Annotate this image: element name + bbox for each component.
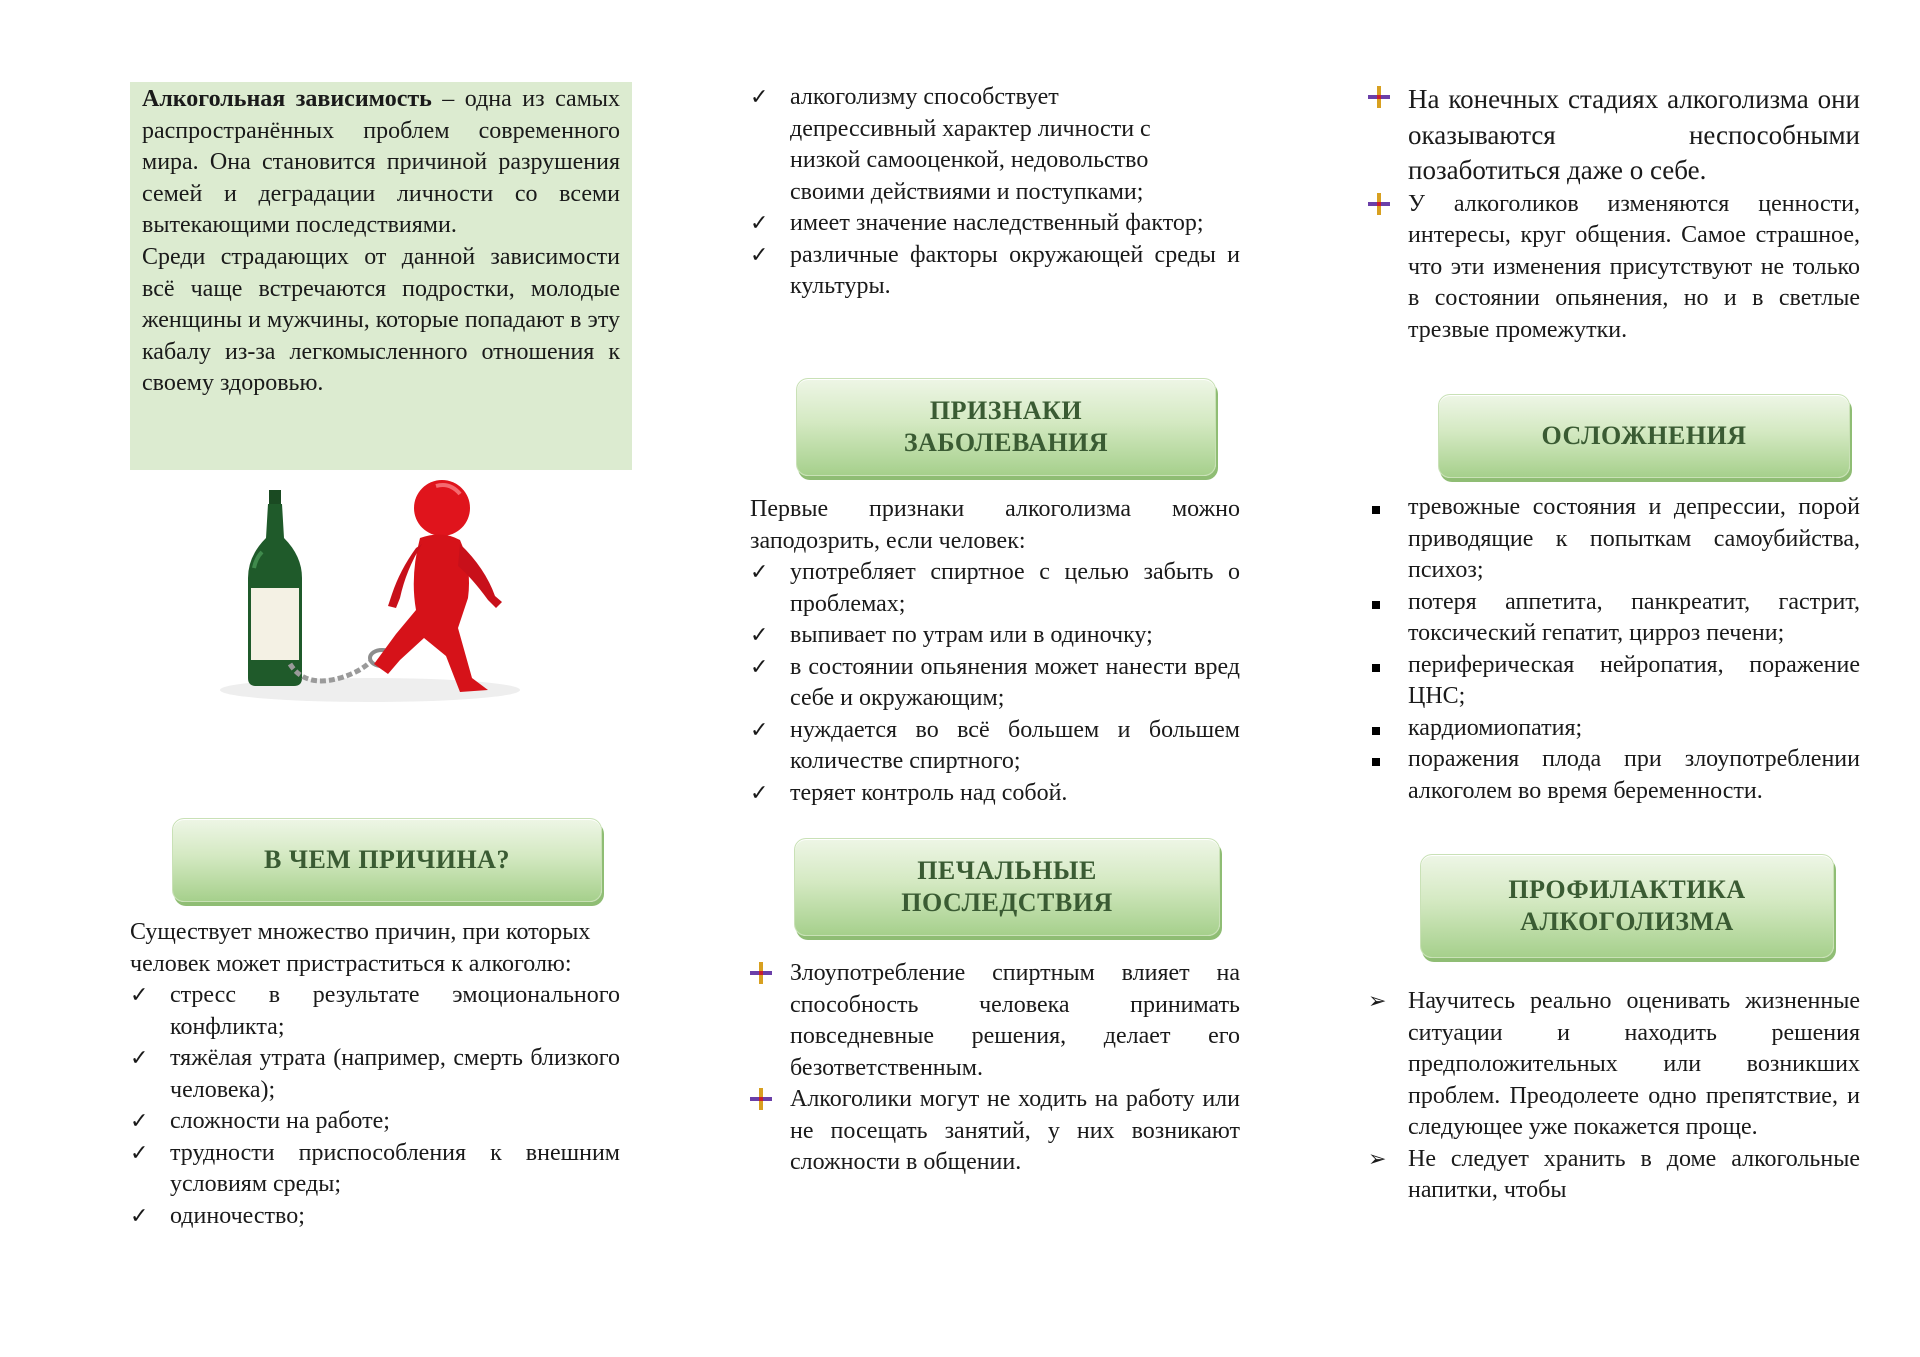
list-item: тревожные состояния и депрессии, порой приводящие к попыткам самоубийства, психоз;	[1368, 492, 1860, 587]
complications-heading: ОСЛОЖНЕНИЯ	[1541, 421, 1747, 450]
cause-section	[130, 917, 620, 1232]
check-icon: ✓	[750, 85, 769, 110]
check-icon: ✓	[130, 1046, 149, 1071]
list-item: кардиомиопатия;	[1368, 713, 1860, 745]
complications-section	[1368, 492, 1860, 807]
check-icon: ✓	[130, 1109, 149, 1134]
signs-list	[750, 557, 1240, 809]
intro-paragraph-2: Среди страдающих от данной зависимости всё чаще встречаются подростки, молодые женщины и мужчины, которые попадают в эту кабалу из-за легкомысленного отношения к своему здоровью.	[142, 243, 620, 397]
list-item: ✓ трудности приспособления к внешним условиям среды;	[130, 1139, 620, 1197]
intro-text-1: – одна из самых распространённых проблем современного мира. Она становится причиной разрушения семей и деградации личности со всеми вытекающими последствиями.	[142, 86, 621, 239]
prevention-list	[1368, 986, 1860, 1207]
signs-lead: Первые признаки алкоголизма можно заподозрить, если человек:	[750, 496, 1240, 554]
star-cross-bullet-icon	[750, 958, 778, 994]
signs-section	[750, 494, 1240, 809]
square-bullet-icon	[1368, 650, 1396, 682]
illustration	[210, 478, 530, 723]
list-item: потеря аппетита, панкреатит, гастрит, токсический гепатит, цирроз печени;	[1368, 587, 1860, 650]
list-item: периферическая нейропатия, поражение ЦНС;	[1368, 650, 1860, 713]
list-item: Злоупотребление спиртным влияет на способность человека принимать повседневные решения, делает его безответственным.	[750, 958, 1240, 1084]
prevention-heading-button	[1420, 854, 1834, 958]
bottle-figure-image	[210, 478, 530, 723]
star-cross-bullet-icon	[1368, 189, 1396, 225]
check-icon: ✓	[750, 717, 769, 743]
list-item: ✓ теряет контроль над собой.	[750, 778, 1240, 810]
check-icon: ✓	[750, 242, 769, 268]
square-bullet-icon	[1368, 744, 1396, 776]
cause-list	[130, 980, 620, 1232]
list-item: ✓ различные факторы окружающей среды и культуры.	[750, 241, 1240, 299]
list-item: поражения плода при злоупотреблении алкоголем во время беременности.	[1368, 744, 1860, 807]
list-item: ✓ сложности на работе;	[130, 1106, 620, 1138]
cause-heading-button	[172, 818, 602, 902]
list-item: У алкоголиков изменяются ценности, интересы, круг общения. Самое страшное, что эти изменения присутствуют не только в состоянии опьянения, но и в светлые трезвые промежутки.	[1368, 189, 1860, 347]
list-item: ✓ стресс в результате эмоционального конфликта;	[130, 982, 620, 1040]
cause-list-continued	[750, 82, 1240, 303]
list-item: ✓ нуждается во всё большем и большем количестве спиртного;	[750, 716, 1240, 774]
prevention-heading: ПРОФИЛАКТИКА АЛКОГОЛИЗМА	[1508, 875, 1746, 936]
list-item: ➢ Научитесь реально оценивать жизненные ситуации и находить решения предположительных или возникших проблем. Преодолеете одно препятствие, и следующее уже покажется проще.	[1368, 988, 1860, 1140]
consequences-list-continued	[1368, 82, 1860, 346]
arrow-bullet-icon: ➢	[1368, 989, 1387, 1014]
star-cross-bullet-icon	[750, 1084, 778, 1120]
check-icon: ✓	[750, 623, 769, 648]
consequences-continued	[1368, 82, 1860, 346]
list-item: ✓ выпивает по утрам или в одиночку;	[750, 620, 1240, 652]
check-icon: ✓	[750, 211, 769, 236]
check-icon: ✓	[130, 1140, 149, 1166]
list-item: ✓ алкоголизму способствует депрессивный характер личности с низкой самооценкой, недовольство своими действиями и поступками;	[750, 84, 1151, 205]
complications-heading-button	[1438, 394, 1850, 478]
arrow-bullet-icon: ➢	[1368, 1146, 1387, 1172]
square-bullet-icon	[1368, 713, 1396, 745]
intro-title: Алкогольная зависимость	[142, 86, 432, 112]
intro-paragraph-1	[142, 84, 620, 242]
complications-list	[1368, 492, 1860, 807]
star-cross-bullet-icon	[1368, 82, 1396, 118]
cause-continued	[750, 82, 1240, 303]
signs-heading: ПРИЗНАКИ ЗАБОЛЕВАНИЯ	[903, 396, 1109, 457]
consequences-heading: ПЕЧАЛЬНЫЕ ПОСЛЕДСТВИЯ	[901, 856, 1113, 917]
check-icon: ✓	[130, 983, 149, 1008]
list-item: ✓ одиночество;	[130, 1201, 620, 1233]
square-bullet-icon	[1368, 492, 1396, 524]
check-icon: ✓	[750, 780, 769, 806]
check-icon: ✓	[750, 560, 769, 585]
signs-heading-button	[796, 378, 1216, 476]
list-item: ✓ тяжёлая утрата (например, смерть близкого человека);	[130, 1045, 620, 1103]
prevention-section	[1368, 986, 1860, 1207]
square-bullet-icon	[1368, 587, 1396, 619]
cause-heading: В ЧЕМ ПРИЧИНА?	[264, 845, 510, 874]
list-item: ✓ имеет значение наследственный фактор;	[750, 208, 1240, 240]
consequences-heading-button	[794, 838, 1220, 936]
consequences-list	[750, 958, 1240, 1179]
cause-lead: Существует множество причин, при которых человек может пристраститься к алкоголю:	[130, 919, 591, 977]
check-icon: ✓	[750, 654, 769, 680]
intro-box	[130, 82, 632, 470]
consequences-section	[750, 958, 1240, 1179]
list-item: ✓ в состоянии опьянения может нанести вред себе и окружающим;	[750, 653, 1240, 711]
list-item: На конечных стадиях алкоголизма они оказываются неспособными позаботиться даже о себе.	[1368, 82, 1860, 189]
list-item: Алкоголики могут не ходить на работу или не посещать занятий, у них возникают сложности в общении.	[750, 1084, 1240, 1179]
list-item: ➢ Не следует хранить в доме алкогольные напитки, чтобы	[1368, 1145, 1860, 1203]
check-icon: ✓	[130, 1203, 149, 1229]
list-item: ✓ употребляет спиртное с целью забыть о проблемах;	[750, 559, 1240, 617]
